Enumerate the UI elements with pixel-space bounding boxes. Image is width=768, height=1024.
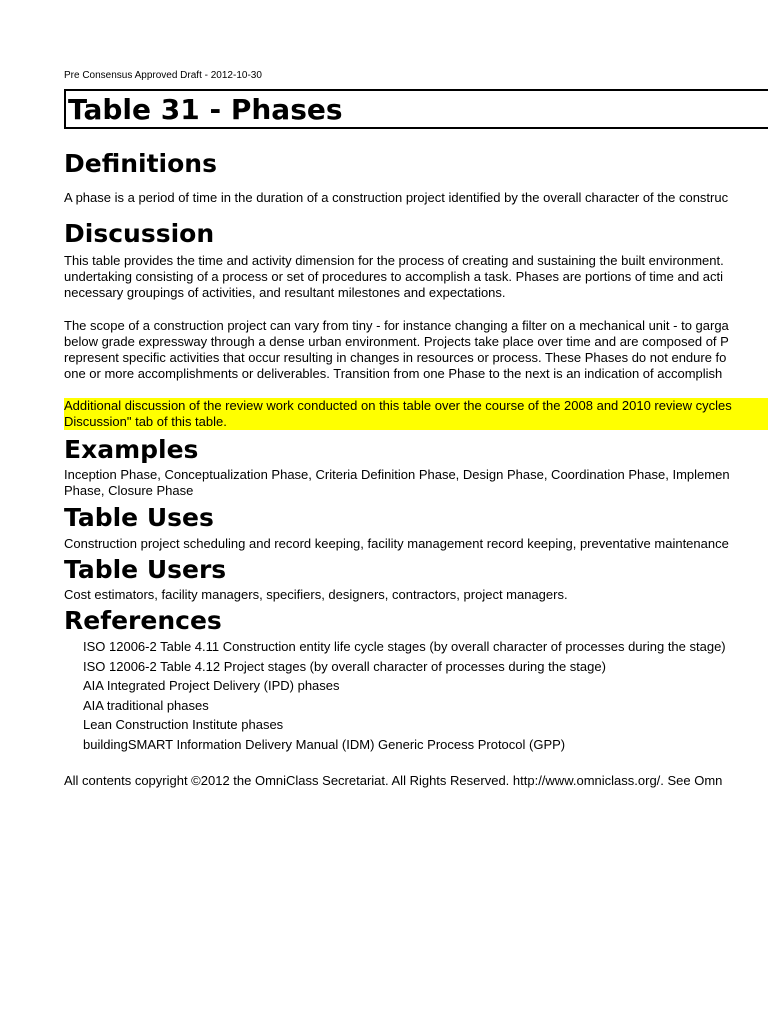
reference-item: AIA Integrated Project Delivery (IPD) phases (83, 678, 340, 693)
reference-item: ISO 12006-2 Table 4.11 Construction entity life cycle stages (by overall character of processes during the stage) (83, 639, 726, 654)
examples-heading: Examples (64, 435, 199, 464)
text-line: below grade expressway through a dense urban environment. Projects take place over time and are composed of P (64, 334, 729, 349)
page-title: Table 31 - Phases (68, 93, 343, 126)
reference-item: buildingSMART Information Delivery Manual (IDM) Generic Process Protocol (GPP) (83, 736, 566, 752)
text-line: A phase is a period of time in the duration of a construction project identified by the overall character of the construc (64, 190, 729, 205)
text-line: Inception Phase, Conceptualization Phase, Criteria Definition Phase, Design Phase, Coordination Phase, Implemen (64, 467, 730, 482)
discussion-heading: Discussion (64, 219, 215, 248)
definitions-text (64, 190, 728, 206)
reference-item: ISO 12006-2 Table 4.12 Project stages (by overall character of processes during the stage) (83, 658, 606, 674)
references-heading: References (64, 606, 222, 635)
text-line: undertaking consisting of a process or set of procedures to accomplish a task. Phases are portions of time and acti (64, 269, 724, 284)
discussion-paragraph-2 (64, 318, 729, 382)
text-line: Discussion" tab of this table. (64, 414, 227, 429)
text-line: represent specific activities that occur resulting in changes in resources or process. These Phases do not endure fo (64, 350, 727, 365)
document-page (64, 0, 768, 1024)
text-line: necessary groupings of activities, and resultant milestones and expectations. (64, 285, 506, 300)
references-list (83, 637, 726, 754)
draft-label: Pre Consensus Approved Draft - 2012-10-30 (64, 70, 262, 81)
examples-text (64, 467, 730, 499)
discussion-paragraph-1 (64, 253, 724, 301)
table-users-heading: Table Users (64, 555, 227, 584)
text-line: Construction project scheduling and record keeping, facility management record keeping, preventative maintenance (64, 536, 729, 551)
table-uses-heading: Table Uses (64, 503, 214, 532)
definitions-heading: Definitions (64, 149, 217, 178)
copyright-notice: All contents copyright ©2012 the OmniClass Secretariat. All Rights Reserved. http://www.omniclass.org/. See Omn (64, 773, 723, 788)
reference-item: AIA traditional phases (83, 697, 209, 713)
reference-item: Lean Construction Institute phases (83, 717, 284, 732)
text-line: This table provides the time and activity dimension for the process of creating and sustaining the built environment. (64, 253, 724, 268)
text-line: The scope of a construction project can vary from tiny - for instance changing a filter on a mechanical unit - to garga (64, 318, 729, 333)
title-box (64, 89, 768, 129)
text-line: Cost estimators, facility managers, specifiers, designers, contractors, project managers. (64, 587, 568, 602)
table-uses-text (64, 536, 729, 552)
highlighted-note (64, 398, 768, 430)
text-line: Phase, Closure Phase (64, 483, 194, 498)
text-line: Additional discussion of the review work conducted on this table over the course of the 2008 and 2010 review cycles (64, 398, 732, 413)
text-line: one or more accomplishments or deliverables. Transition from one Phase to the next is an indication of accomplish (64, 366, 723, 381)
table-users-text (64, 587, 568, 603)
